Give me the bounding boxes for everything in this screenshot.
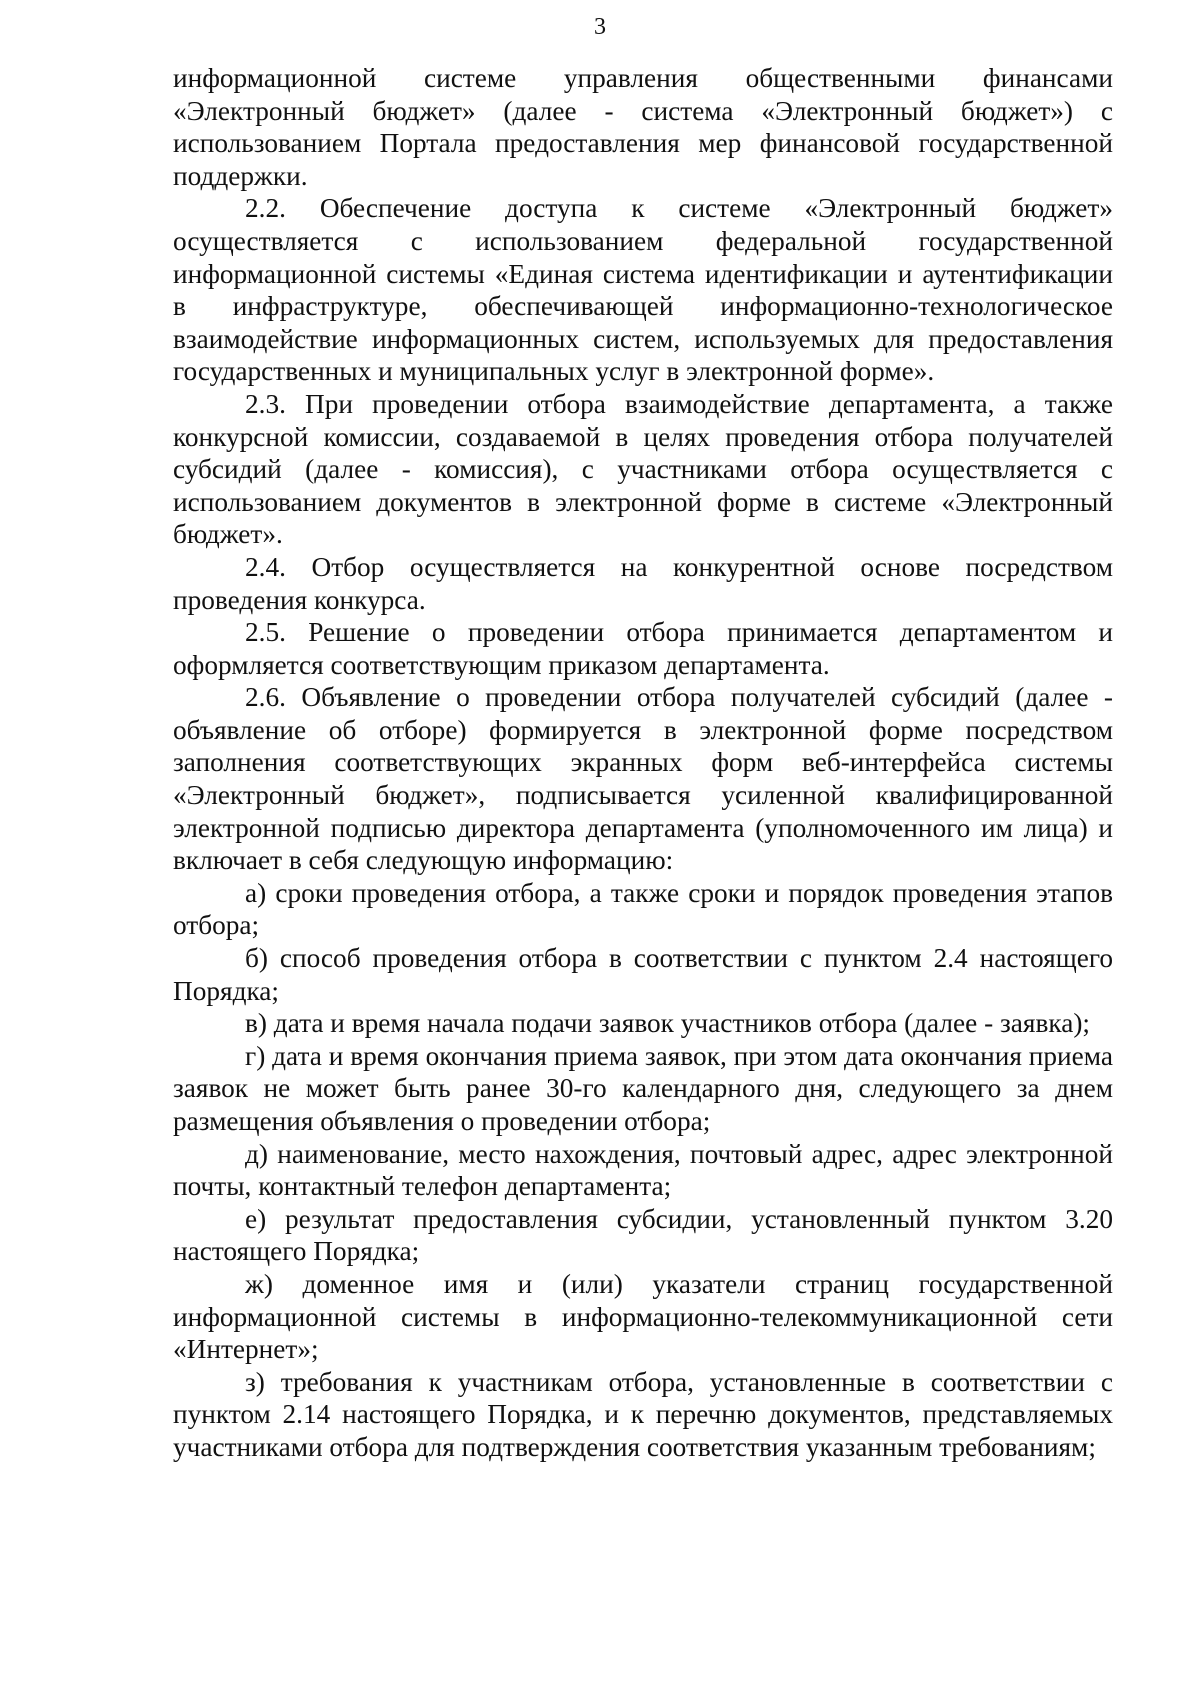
list-item-e: е) результат предоставления субсидии, установленный пунктом 3.20 настоящего Порядка; (173, 1203, 1113, 1267)
page-number: 3 (594, 14, 606, 40)
paragraph-continuation: информационной системе управления общественными финансами «Электронный бюджет» (далее - система «Электронный бюджет») с использованием Портала предоставления мер финансовой государственной поддержки. (173, 63, 1113, 191)
list-item-a: а) сроки проведения отбора, а также сроки и порядок проведения этапов отбора; (173, 877, 1113, 941)
paragraph-2-6: 2.6. Объявление о проведении отбора получателей субсидий (далее - объявление об отборе) формируется в электронной форме посредством заполнения соответствующих экранных форм веб-интерфейса системы «Электронный бюджет», подписывается усиленной квалифицированной электронной подписью директора департамента (уполномоченного им лица) и включает в себя следующую информацию: (173, 682, 1113, 876)
paragraph-2-3: 2.3. При проведении отбора взаимодействие департамента, а также конкурсной комиссии, создаваемой в целях проведения отбора получателей субсидий (далее - комиссия), с участниками отбора осуществляется с использованием документов в электронной форме в системе «Электронный бюджет». (173, 388, 1113, 550)
paragraph-2-2: 2.2. Обеспечение доступа к системе «Электронный бюджет» осуществляется с использованием федеральной государственной информационной системы «Единая система идентификации и аутентификации в инфраструктуре, обеспечивающей информационно-технологическое взаимодействие информационных систем, используемых для предоставления государственных и муниципальных услуг в электронной форме». (173, 193, 1113, 387)
list-item-g: г) дата и время окончания приема заявок, при этом дата окончания приема заявок не может быть ранее 30-го календарного дня, следующего за днем размещения объявления о проведении отбора; (173, 1040, 1113, 1136)
list-item-v: в) дата и время начала подачи заявок участников отбора (далее - заявка); (245, 1008, 1090, 1039)
paragraph-2-5: 2.5. Решение о проведении отбора принимается департаментом и оформляется соответствующим приказом департамента. (173, 617, 1113, 680)
list-item-z: з) требования к участникам отбора, установленные в соответствии с пунктом 2.14 настоящего Порядка, и к перечню документов, представляемых участниками отбора для подтверждения соответствия указанным требованиям; (173, 1366, 1113, 1462)
list-item-b: б) способ проведения отбора в соответствии с пунктом 2.4 настоящего Порядка; (173, 943, 1113, 1006)
list-item-d: д) наименование, место нахождения, почтовый адрес, адрес электронной почты, контактный телефон департамента; (173, 1138, 1113, 1202)
paragraph-2-4: 2.4. Отбор осуществляется на конкурентной основе посредством проведения конкурса. (173, 551, 1113, 615)
list-item-zh: ж) доменное имя и (или) указатели страниц государственной информационной системы в информационно-телекоммуникационной сети «Интернет»; (173, 1268, 1113, 1365)
document-body (173, 62, 1113, 1464)
